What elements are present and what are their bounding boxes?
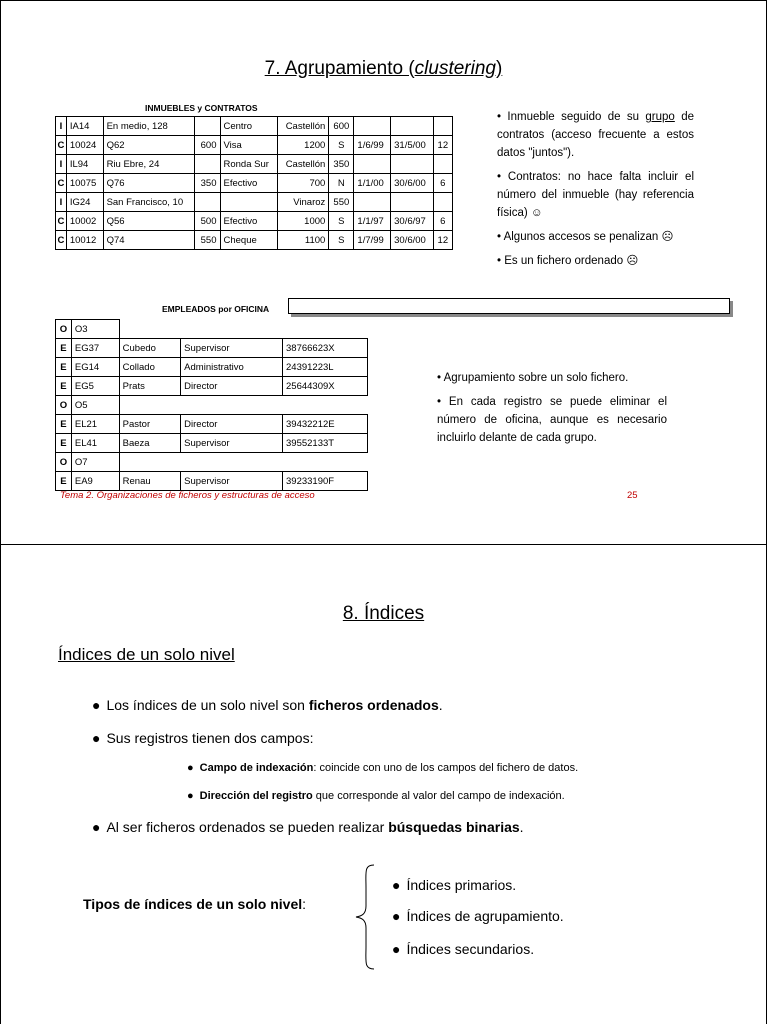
table-cell: 1/1/97 — [354, 212, 391, 231]
table-cell: Vinaroz — [278, 193, 329, 212]
table-cell: 31/5/00 — [391, 136, 434, 155]
table-cell — [283, 320, 368, 339]
table2-label: EMPLEADOS por OFICINA — [162, 304, 270, 314]
tipo-primarios: ● Índices primarios. — [392, 877, 517, 893]
table-cell: Renau — [119, 472, 181, 491]
note-item: • Es un fichero ordenado ☹ — [497, 255, 639, 267]
table-row — [56, 231, 453, 250]
table-cell: EL21 — [71, 415, 119, 434]
table-cell: S — [329, 231, 354, 250]
bullet-icon: ● — [92, 819, 101, 835]
bullet-busquedas-binarias: ● Al ser ficheros ordenados se pueden realizar búsquedas binarias. — [92, 819, 524, 835]
table-cell — [354, 155, 391, 174]
table-cell — [195, 193, 220, 212]
table-cell: 30/6/00 — [391, 174, 434, 193]
table-cell — [283, 453, 368, 472]
table-cell: E — [56, 339, 72, 358]
table-cell: 10002 — [66, 212, 103, 231]
table-cell — [433, 117, 452, 136]
table-cell: E — [56, 434, 72, 453]
bullet-icon: ● — [187, 762, 194, 774]
table-row — [56, 339, 368, 358]
slide1-title: 7. Agrupamiento (clustering) — [264, 58, 503, 79]
table-cell: 39552133T — [283, 434, 368, 453]
table-cell: O3 — [71, 320, 119, 339]
table-row — [56, 193, 453, 212]
table-cell: 550 — [329, 193, 354, 212]
table-cell: 500 — [195, 212, 220, 231]
table-cell: E — [56, 377, 72, 396]
table-row — [56, 396, 368, 415]
table-cell: Castellón — [278, 117, 329, 136]
bullet-dos-campos: ● Sus registros tienen dos campos: — [92, 730, 314, 746]
table-cell: O5 — [71, 396, 119, 415]
table-cell — [119, 396, 181, 415]
table-cell: 600 — [329, 117, 354, 136]
note-item: • Algunos accesos se penalizan ☹ — [497, 231, 674, 243]
table-cell: 6 — [433, 174, 452, 193]
table-cell: 550 — [195, 231, 220, 250]
table-cell: 10012 — [66, 231, 103, 250]
table-cell — [119, 320, 181, 339]
table-cell: Visa — [220, 136, 278, 155]
table-cell: 38766623X — [283, 339, 368, 358]
subbullet-campo-indexacion: ● Campo de indexación: coincide con uno de los campos del fichero de datos. — [187, 762, 579, 774]
table-cell: Cheque — [220, 231, 278, 250]
note-item: • En cada registro se puede eliminar el número de oficina, aunque es necesario incluirlo delante de cada grupo. — [437, 396, 667, 444]
table-cell: 350 — [329, 155, 354, 174]
page-number: 25 — [627, 490, 638, 501]
table-cell: Q56 — [103, 212, 195, 231]
table-cell — [181, 320, 283, 339]
table-cell: I — [56, 117, 67, 136]
table-cell — [391, 193, 434, 212]
bullet-icon: ● — [92, 697, 101, 713]
table-cell: O — [56, 320, 72, 339]
table-cell: Q74 — [103, 231, 195, 250]
table-row — [56, 358, 368, 377]
table-cell: O — [56, 396, 72, 415]
note-item: • Agrupamiento sobre un solo fichero. — [437, 372, 629, 384]
table-cell: C — [56, 174, 67, 193]
table-row — [56, 117, 453, 136]
table-cell: Castellón — [278, 155, 329, 174]
table-cell: 10075 — [66, 174, 103, 193]
table-cell — [433, 155, 452, 174]
table-cell: 600 — [195, 136, 220, 155]
table-cell: IL94 — [66, 155, 103, 174]
table-cell — [283, 396, 368, 415]
note-item: • Inmueble seguido de su grupo de contratos (acceso frecuente a estos datos "juntos"). — [497, 111, 694, 159]
table-cell: 1100 — [278, 231, 329, 250]
table-cell: Ronda Sur — [220, 155, 278, 174]
bullet-icon: ● — [92, 730, 101, 746]
table-cell: 1/1/00 — [354, 174, 391, 193]
table-cell — [195, 117, 220, 136]
table-cell: 6 — [433, 212, 452, 231]
table-row — [56, 453, 368, 472]
bullet-icon: ● — [392, 908, 401, 924]
table-cell — [391, 117, 434, 136]
bullet-icon: ● — [187, 790, 194, 802]
subbullet-direccion-registro: ● Dirección del registro que corresponde al valor del campo de indexación. — [187, 790, 565, 802]
table-cell: 700 — [278, 174, 329, 193]
employee-notes — [437, 369, 667, 453]
table1-label: INMUEBLES y CONTRATOS — [145, 103, 258, 113]
table-cell: 39233190F — [283, 472, 368, 491]
table-cell: Director — [181, 415, 283, 434]
table-cell — [220, 193, 278, 212]
table-row — [56, 415, 368, 434]
table-cell: 10024 — [66, 136, 103, 155]
table-cell: 25644309X — [283, 377, 368, 396]
bullet-icon: ● — [392, 941, 401, 957]
table-cell: EA9 — [71, 472, 119, 491]
table-cell — [119, 453, 181, 472]
table-cell: Centro — [220, 117, 278, 136]
table-cell: 12 — [433, 136, 452, 155]
table-cell: 350 — [195, 174, 220, 193]
table-cell: 30/6/00 — [391, 231, 434, 250]
table-cell — [391, 155, 434, 174]
section-subtitle: Índices de un solo nivel — [58, 645, 235, 664]
tipo-agrupamiento: ● Índices de agrupamiento. — [392, 908, 564, 924]
slide2-title: 8. Índices — [342, 603, 425, 624]
table-row — [56, 212, 453, 231]
table-cell: Efectivo — [220, 212, 278, 231]
table-row — [56, 434, 368, 453]
table-cell: Pastor — [119, 415, 181, 434]
table-cell: S — [329, 212, 354, 231]
inmuebles-contratos-table — [55, 116, 453, 250]
table-row — [56, 136, 453, 155]
table-cell: C — [56, 212, 67, 231]
table-cell — [354, 193, 391, 212]
table-cell — [181, 453, 283, 472]
table-cell: E — [56, 472, 72, 491]
bullet-icon: ● — [392, 877, 401, 893]
bullet-ficheros-ordenados: ● Los índices de un solo nivel son ficheros ordenados. — [92, 697, 443, 713]
table-cell: Riu Ebre, 24 — [103, 155, 195, 174]
tipos-label: Tipos de índices de un solo nivel: — [83, 896, 307, 912]
table-cell: O — [56, 453, 72, 472]
table-cell: E — [56, 358, 72, 377]
table-cell: EG14 — [71, 358, 119, 377]
table-cell: 24391223L — [283, 358, 368, 377]
table-row — [56, 320, 368, 339]
table-row — [56, 377, 368, 396]
table-cell: I — [56, 193, 67, 212]
table-cell: Supervisor — [181, 434, 283, 453]
table-cell — [181, 396, 283, 415]
table-cell: C — [56, 136, 67, 155]
table-cell — [354, 117, 391, 136]
table-cell: Baeza — [119, 434, 181, 453]
table-cell: EG37 — [71, 339, 119, 358]
table-cell: Supervisor — [181, 339, 283, 358]
table-cell: N — [329, 174, 354, 193]
table-cell: O7 — [71, 453, 119, 472]
table-cell: IA14 — [66, 117, 103, 136]
table-cell: 1/7/99 — [354, 231, 391, 250]
table-cell: Administrativo — [181, 358, 283, 377]
footer-text: Tema 2. Organizaciones de ficheros y estructuras de acceso — [60, 490, 315, 501]
table-row — [56, 472, 368, 491]
table-cell: I — [56, 155, 67, 174]
curly-brace-icon — [352, 862, 378, 972]
table-cell: 12 — [433, 231, 452, 250]
table-cell: Cubedo — [119, 339, 181, 358]
empleados-oficina-table — [55, 319, 368, 491]
note-item: • Contratos: no hace falta incluir el número del inmueble (hay referencia física) ☺ — [497, 171, 694, 219]
table-cell: E — [56, 415, 72, 434]
table-cell: S — [329, 136, 354, 155]
table-cell: EL41 — [71, 434, 119, 453]
table-cell: IG24 — [66, 193, 103, 212]
table-cell — [433, 193, 452, 212]
table-cell: 1200 — [278, 136, 329, 155]
table-row — [56, 155, 453, 174]
clustering-notes — [497, 108, 694, 276]
table-cell: San Francisco, 10 — [103, 193, 195, 212]
tipo-secundarios: ● Índices secundarios. — [392, 941, 535, 957]
table-cell: C — [56, 231, 67, 250]
decorative-bar — [288, 298, 730, 314]
table-cell: 30/6/97 — [391, 212, 434, 231]
table-cell: En medio, 128 — [103, 117, 195, 136]
table-cell: 1000 — [278, 212, 329, 231]
table-cell: Director — [181, 377, 283, 396]
table-cell: 1/6/99 — [354, 136, 391, 155]
table-cell: Q62 — [103, 136, 195, 155]
table-cell — [195, 155, 220, 174]
table-cell: Supervisor — [181, 472, 283, 491]
table-cell: EG5 — [71, 377, 119, 396]
table-cell: 39432212E — [283, 415, 368, 434]
table-cell: Efectivo — [220, 174, 278, 193]
table-row — [56, 174, 453, 193]
table-cell: Collado — [119, 358, 181, 377]
table-cell: Prats — [119, 377, 181, 396]
table-cell: Q76 — [103, 174, 195, 193]
